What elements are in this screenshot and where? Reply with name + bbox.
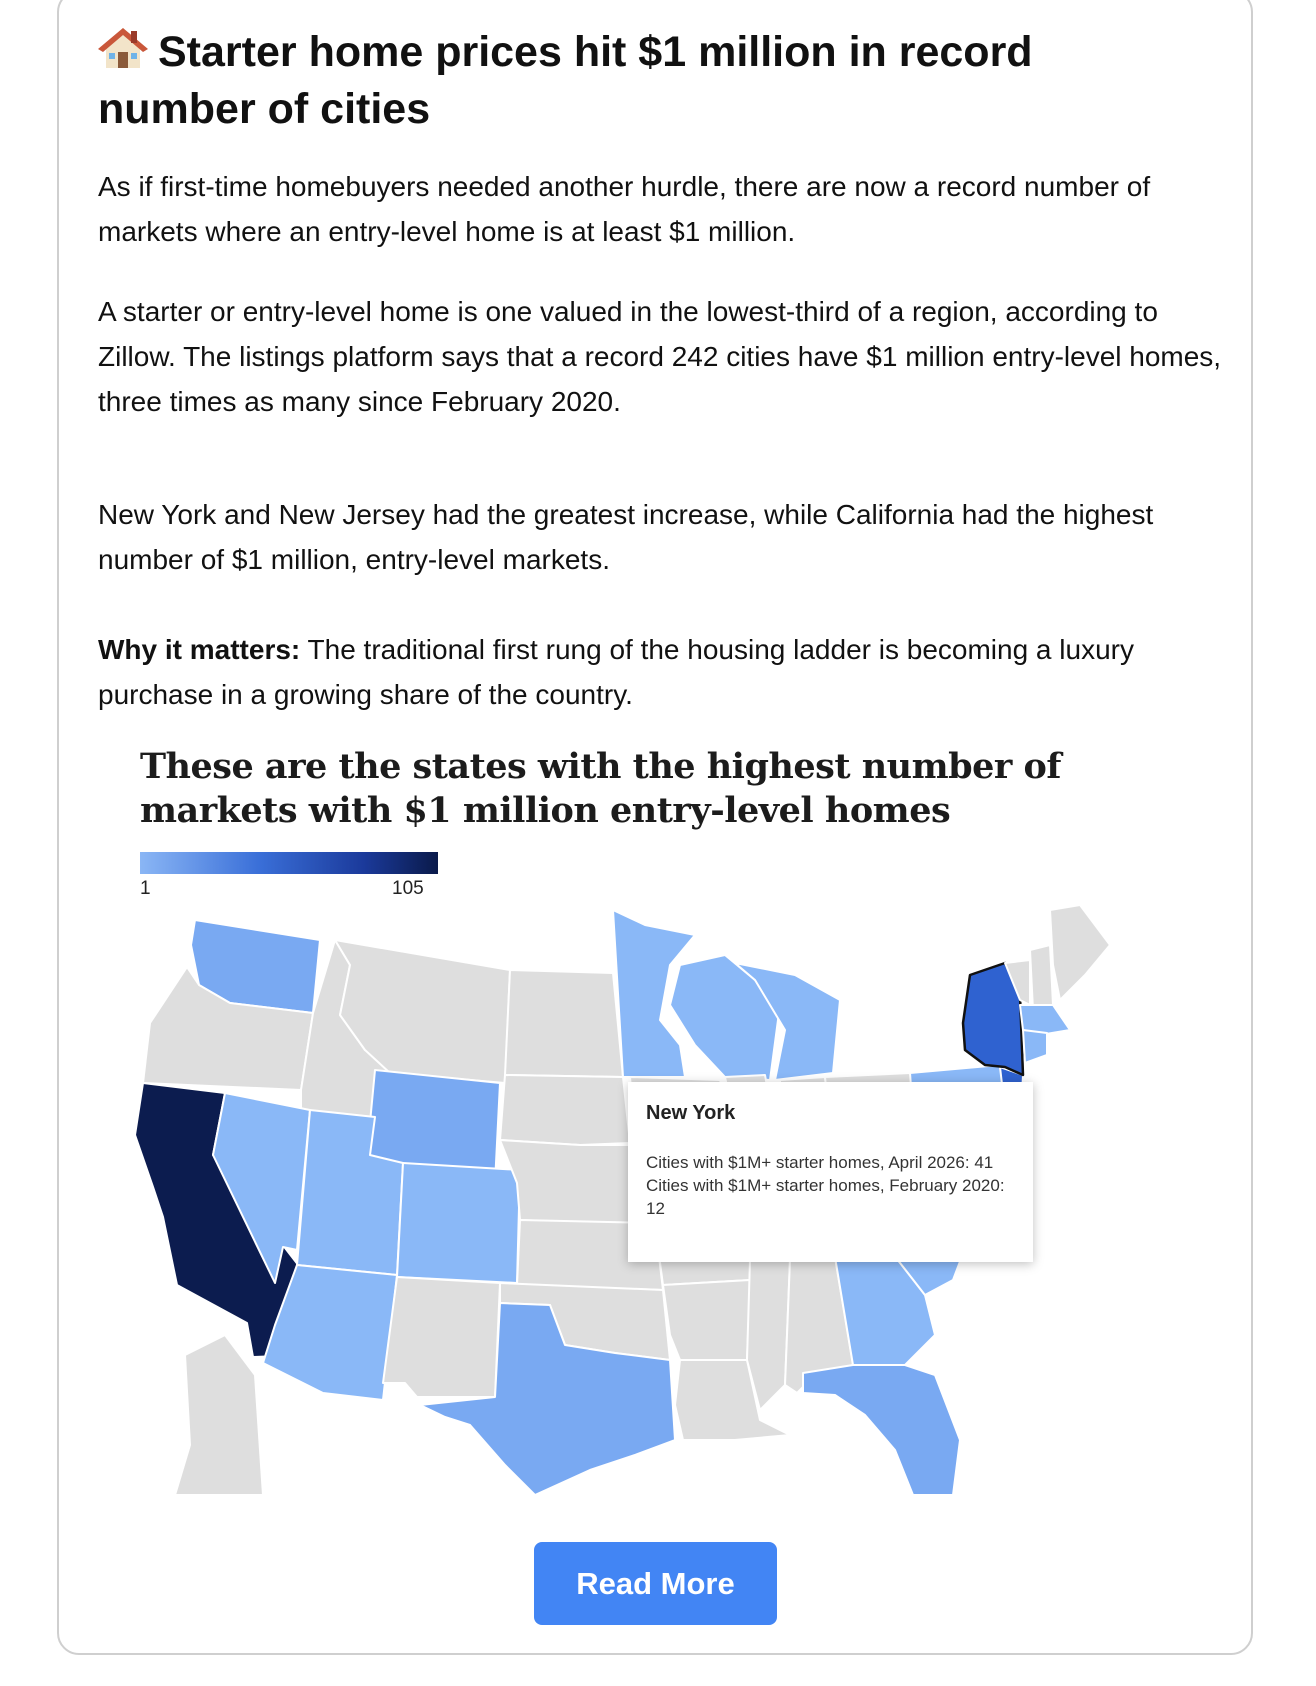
state-new-hampshire[interactable] (1030, 945, 1053, 1010)
state-florida[interactable] (803, 1365, 960, 1495)
color-scale-legend (140, 852, 438, 874)
state-alaska[interactable] (175, 1335, 263, 1495)
why-it-matters-label: Why it matters: (98, 634, 301, 665)
article-paragraph-3: New York and New Jersey had the greatest increase, while California had the highest number of $1 million, entry-level markets. (98, 499, 1154, 575)
article-paragraph-1: As if first-time homebuyers needed another hurdle, there are now a record number of markets where an entry-level home is at least $1 million. (98, 171, 1151, 247)
state-north-dakota[interactable] (505, 970, 623, 1077)
state-connecticut[interactable] (1023, 1030, 1047, 1063)
read-more-button[interactable]: Read More (534, 1542, 777, 1625)
tooltip-february-2020-line: Cities with $1M+ starter homes, February 2020: 12 (646, 1176, 1005, 1218)
legend-min-label: 1 (140, 878, 151, 899)
tooltip-state-name: New York (646, 1102, 736, 1124)
map-tooltip (628, 1082, 1033, 1262)
article-title: Starter home prices hit $1 million in record number of cities (98, 28, 1033, 133)
state-maine[interactable] (1050, 905, 1110, 1000)
state-new-mexico[interactable] (383, 1277, 500, 1397)
state-arkansas[interactable] (663, 1280, 750, 1360)
legend-max-label: 105 (392, 878, 424, 899)
why-it-matters-paragraph (98, 627, 1228, 717)
map-chart-title: These are the states with the highest number of markets with $1 million entry-level homes (140, 746, 1061, 831)
tooltip-april-2026-line: Cities with $1M+ starter homes, April 2026: 41 (646, 1153, 994, 1172)
state-colorado[interactable] (397, 1163, 520, 1283)
state-south-dakota[interactable] (500, 1075, 630, 1145)
state-mississippi[interactable] (747, 1260, 790, 1410)
article-paragraph-2: A starter or entry-level home is one valued in the lowest-third of a region, according to Zillow. The listings platform says that a record 242 cities have $1 million entry-level homes, three times as many since February 2020. (98, 296, 1222, 417)
house-emoji-icon (98, 26, 148, 70)
why-it-matters-text: The traditional first rung of the housing ladder is becoming a luxury purchase in a growing share of the country. (98, 634, 1134, 710)
